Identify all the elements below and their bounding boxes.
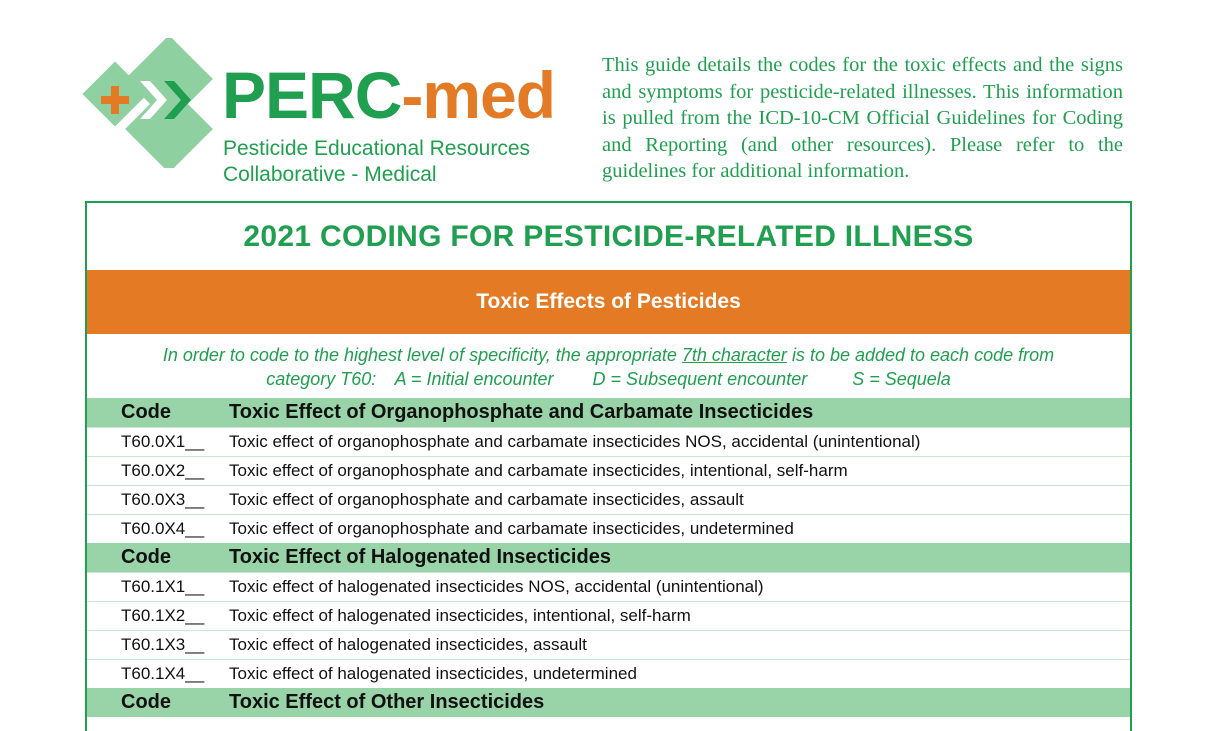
group-title: Toxic Effect of Halogenated Insecticides — [229, 546, 611, 568]
option-initial: A = Initial encounter — [394, 369, 554, 389]
table-row — [87, 572, 1130, 601]
perc-med-logo — [80, 38, 570, 188]
intro-paragraph: This guide details the codes for the toxic effects and the signs and symptoms for pesticide-related illnesses. This information is pulled from the ICD-10-CM Official Guidelines for Coding and Reporting (and other resources). Please refer to the guidelines for additional information. — [602, 54, 1123, 182]
logo-subtitle — [223, 136, 530, 188]
table-row — [87, 456, 1130, 485]
table-row — [87, 659, 1130, 688]
description-cell: Toxic effect of halogenated insecticides, assault — [229, 635, 587, 654]
instructions-category: category T60: — [266, 369, 377, 389]
table-row — [87, 601, 1130, 630]
code-cell: T60.1X4__ — [121, 664, 205, 683]
code-cell: T60.0X3__ — [121, 490, 205, 509]
code-column-header: Code — [121, 401, 171, 423]
description-cell: Toxic effect of organophosphate and carbamate insecticides NOS, accidental (unintentional) — [229, 432, 921, 451]
option-sequela: S = Sequela — [852, 369, 951, 389]
code-column-header: Code — [121, 546, 171, 568]
coding-table — [85, 201, 1132, 731]
logo-word-accent: -med — [401, 58, 556, 132]
description-cell: Toxic effect of organophosphate and carbamate insecticides, assault — [229, 490, 744, 509]
description-cell: Toxic effect of halogenated insecticides, undetermined — [229, 664, 637, 683]
group-header-halogenated — [87, 543, 1130, 572]
logo-wordmark — [222, 60, 555, 130]
instructions-before: In order to code to the highest level of specificity, the appropriate — [162, 345, 677, 365]
description-cell: Toxic effect of halogenated insecticides NOS, accidental (unintentional) — [229, 577, 764, 596]
logo-subtitle-line1: Pesticide Educational Resources — [223, 137, 531, 160]
code-cell: T60.0X1__ — [121, 432, 205, 451]
instructions — [87, 334, 1130, 398]
section-header: Toxic Effects of Pesticides — [87, 270, 1130, 334]
description-cell: Toxic effect of organophosphate and carbamate insecticides, undetermined — [229, 519, 794, 538]
code-column-header: Code — [121, 691, 171, 713]
diamond-plus-arrow-icon — [80, 38, 220, 168]
table-row — [87, 514, 1130, 543]
page-title: 2021 CODING FOR PESTICIDE-RELATED ILLNESS — [243, 219, 974, 253]
instructions-line2 — [87, 367, 1130, 391]
instructions-line1 — [87, 343, 1130, 367]
option-subsequent: D = Subsequent encounter — [592, 369, 808, 389]
group-title: Toxic Effect of Other Insecticides — [229, 691, 545, 713]
code-cell: T60.0X4__ — [121, 519, 205, 538]
table-row — [87, 630, 1130, 659]
code-cell: T60.1X1__ — [121, 577, 205, 596]
group-header-organophosphate — [87, 398, 1130, 427]
group-title: Toxic Effect of Organophosphate and Carbamate Insecticides — [229, 401, 814, 423]
group-header-other — [87, 688, 1130, 717]
logo-subtitle-line2: Collaborative - Medical — [223, 163, 437, 186]
table-row — [87, 485, 1130, 514]
description-cell: Toxic effect of halogenated insecticides, intentional, self-harm — [229, 606, 691, 625]
code-cell: T60.1X2__ — [121, 606, 205, 625]
logo-word-main: PERC — [222, 58, 402, 132]
code-cell: T60.1X3__ — [121, 635, 205, 654]
instructions-after: is to be added to each code from — [791, 345, 1055, 365]
code-cell: T60.0X2__ — [121, 461, 205, 480]
table-row — [87, 427, 1130, 456]
description-cell: Toxic effect of organophosphate and carbamate insecticides, intentional, self-harm — [229, 461, 848, 480]
seventh-character-link: 7th character — [681, 345, 787, 365]
